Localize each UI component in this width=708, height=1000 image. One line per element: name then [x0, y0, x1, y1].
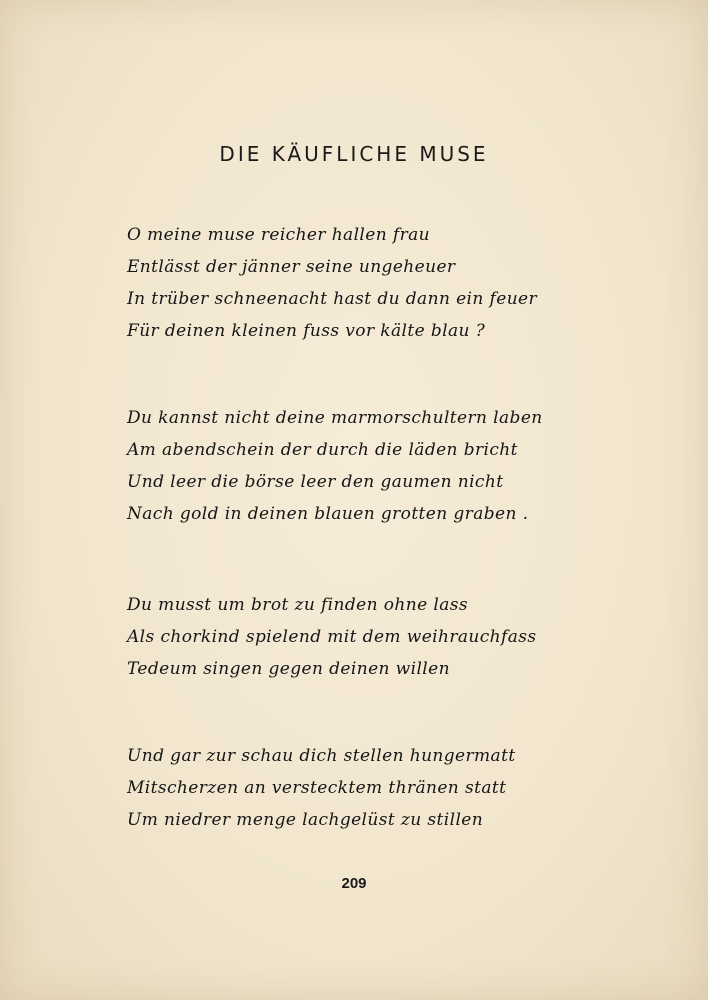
verse-line: Und leer die börse leer den gaumen nicht [127, 472, 504, 492]
verse-line: Du kannst nicht deine marmorschultern laben [127, 408, 543, 428]
stanza-2 [127, 402, 597, 530]
verse-line: Als chorkind spielend mit dem weihrauchfass [127, 627, 537, 647]
verse-line: Du musst um brot zu finden ohne lass [127, 595, 468, 615]
verse-line: Um niedrer menge lachgelüst zu stillen [127, 810, 484, 830]
verse-line: Nach gold in deinen blauen grotten graben . [127, 504, 529, 524]
stanza-3 [127, 589, 597, 685]
verse-line: O meine muse reicher hallen frau [127, 225, 430, 245]
verse-line: Am abendschein der durch die läden bricht [127, 440, 518, 460]
stanza-4 [127, 740, 597, 836]
verse-line: Entlässt der jänner seine ungeheuer [127, 257, 456, 277]
verse-line: Und gar zur schau dich stellen hungermatt [127, 746, 516, 766]
verse-line: Für deinen kleinen fuss vor kälte blau ? [127, 321, 486, 341]
stanza-1 [127, 219, 597, 347]
page-number: 209 [341, 875, 367, 892]
verse-line: Mitscherzen an verstecktem thränen statt [127, 778, 507, 798]
poem-title: DIE KÄUFLICHE MUSE [219, 142, 489, 166]
verse-line: Tedeum singen gegen deinen willen [127, 659, 450, 679]
verse-line: In trüber schneenacht hast du dann ein feuer [127, 289, 538, 309]
